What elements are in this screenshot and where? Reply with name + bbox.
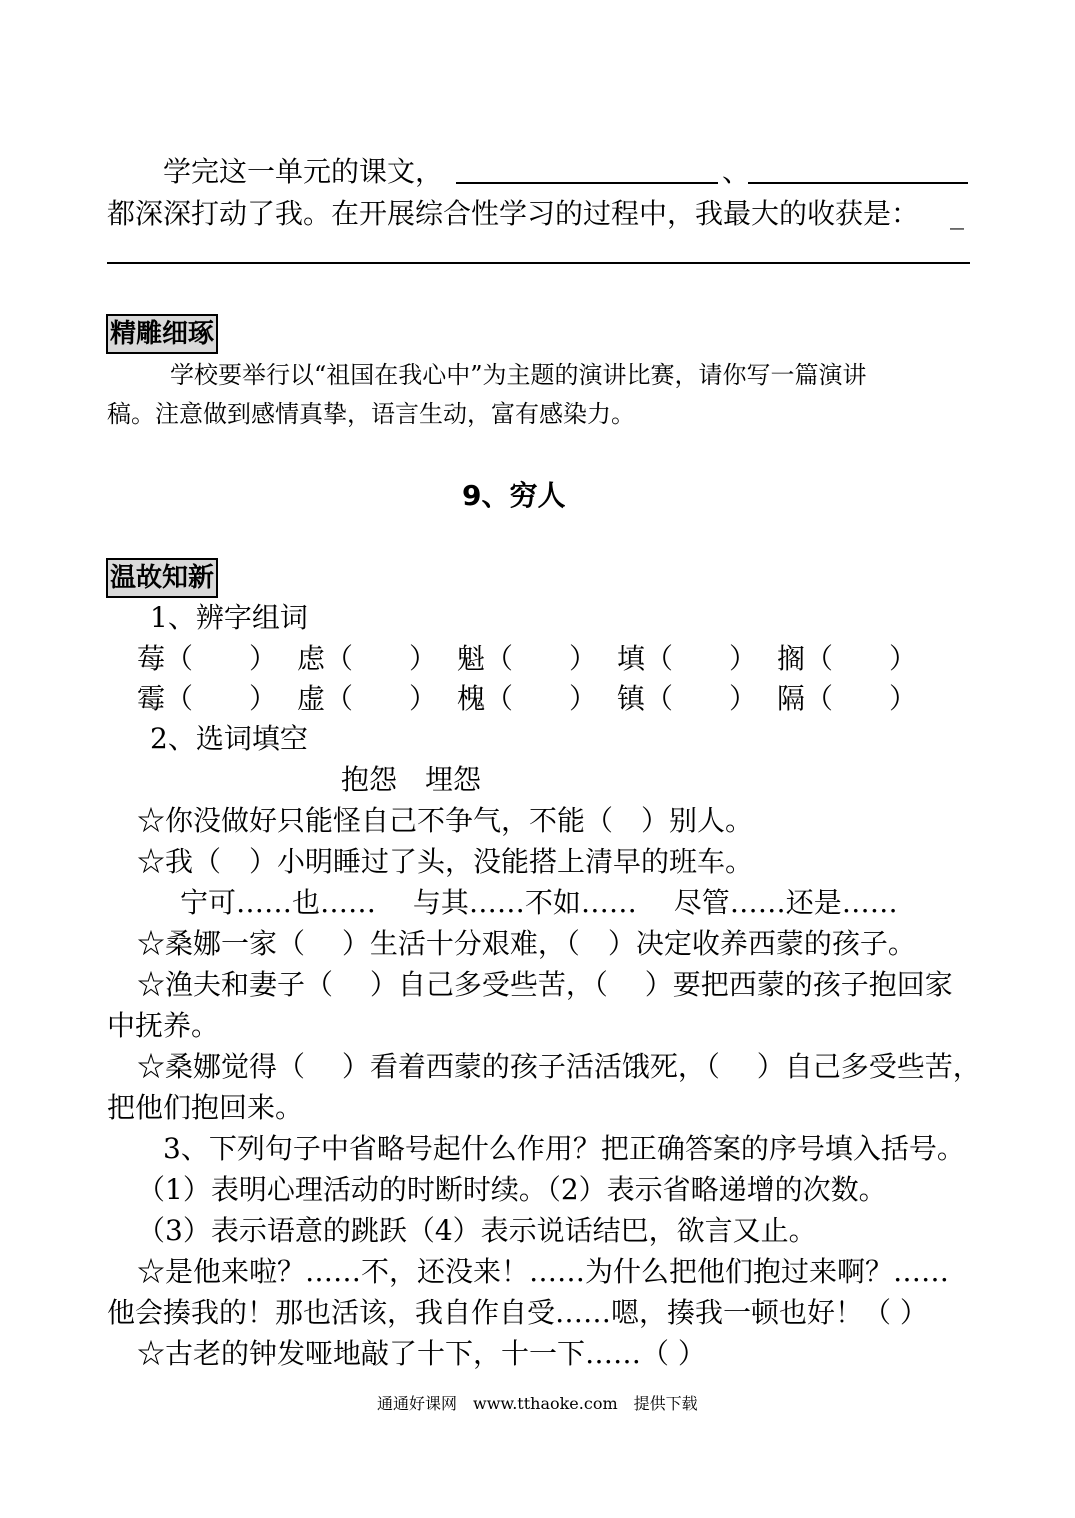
q1-row1-item: 莓（ ）	[137, 642, 278, 675]
q2-word-choices-a: 抱怨 埋怨	[341, 763, 482, 796]
q2-sentence-3: ☆桑娜一家（ ）生活十分艰难，（ ）决定收养西蒙的孩子。	[137, 927, 916, 960]
q3-sentence-2: ☆古老的钟发哑地敲了十下，十一下……（ ）	[137, 1337, 706, 1370]
footer-credit: 通通好课网 www.tthaoke.com 提供下载	[377, 1394, 698, 1413]
q2-sentence-4a: ☆渔夫和妻子（ ）自己多受些苦，（ ）要把西蒙的孩子抱回家	[137, 968, 953, 1001]
jingdiao-line1: 学校要举行以“祖国在我心中”为主题的演讲比赛，请你写一篇演讲	[170, 361, 867, 389]
q3-sentence-1b: 他会揍我的！那也活该，我自作自受……嗯，揍我一顿也好！（ ）	[107, 1296, 928, 1329]
q1-row2-item: 虚（ ）	[297, 682, 438, 715]
q3-option-1: （1）表明心理活动的时断时续。（2）表示省略递增的次数。	[137, 1173, 887, 1206]
q3-title: 3、下列句子中省略号起什么作用？把正确答案的序号填入括号。	[163, 1132, 965, 1165]
jingdiao-line2: 稿。注意做到感情真挚，语言生动，富有感染力。	[107, 400, 635, 428]
q2-word-choices-b: 宁可……也…… 与其……不如…… 尽管……还是……	[180, 886, 898, 919]
q2-sentence-2: ☆我（ ）小明睡过了头，没能搭上清早的班车。	[137, 845, 754, 878]
q1-row1-item: 魁（ ）	[457, 642, 598, 675]
q1-row1-item: 搁（ ）	[777, 642, 918, 675]
q3-sentence-1a: ☆是他来啦？……不，还没来！……为什么把他们抱过来啊？……	[137, 1255, 950, 1288]
answer-blank-1[interactable]	[456, 182, 718, 184]
q3-option-2: （3）表示语意的跳跃（4）表示说话结巴，欲言又止。	[137, 1214, 817, 1247]
q2-sentence-4b: 中抚养。	[107, 1009, 220, 1042]
q1-row2-item: 隔（ ）	[777, 682, 918, 715]
section-header-jingdiao: 精雕细琢	[106, 314, 218, 354]
summary-line2-tail: _	[950, 197, 964, 230]
answer-blank-2[interactable]	[748, 182, 968, 184]
q1-row2-item: 霉（ ）	[137, 682, 278, 715]
lesson-title: 9、穷人	[462, 479, 566, 512]
q1-row1-item: 虑（ ）	[297, 642, 438, 675]
q1-row1-item: 填（ ）	[617, 642, 758, 675]
summary-line2: 都深深打动了我。在开展综合性学习的过程中，我最大的收获是：	[107, 197, 920, 230]
q2-title: 2、选词填空	[150, 722, 308, 755]
q2-sentence-5a: ☆桑娜觉得（ ）看着西蒙的孩子活活饿死，（ ）自己多受些苦，	[137, 1050, 981, 1083]
q1-title: 1、辨字组词	[150, 601, 308, 634]
section-header-wengu: 温故知新	[106, 558, 218, 598]
summary-separator: 、	[722, 155, 751, 188]
answer-blank-3[interactable]	[107, 262, 970, 264]
q1-row2-item: 槐（ ）	[457, 682, 598, 715]
q1-row2-item: 镇（ ）	[617, 682, 758, 715]
q2-sentence-1: ☆你没做好只能怪自己不争气，不能（ ）别人。	[137, 804, 754, 837]
q2-sentence-5b: 把他们抱回来。	[107, 1091, 304, 1124]
summary-line1-prefix: 学完这一单元的课文，	[163, 155, 444, 188]
